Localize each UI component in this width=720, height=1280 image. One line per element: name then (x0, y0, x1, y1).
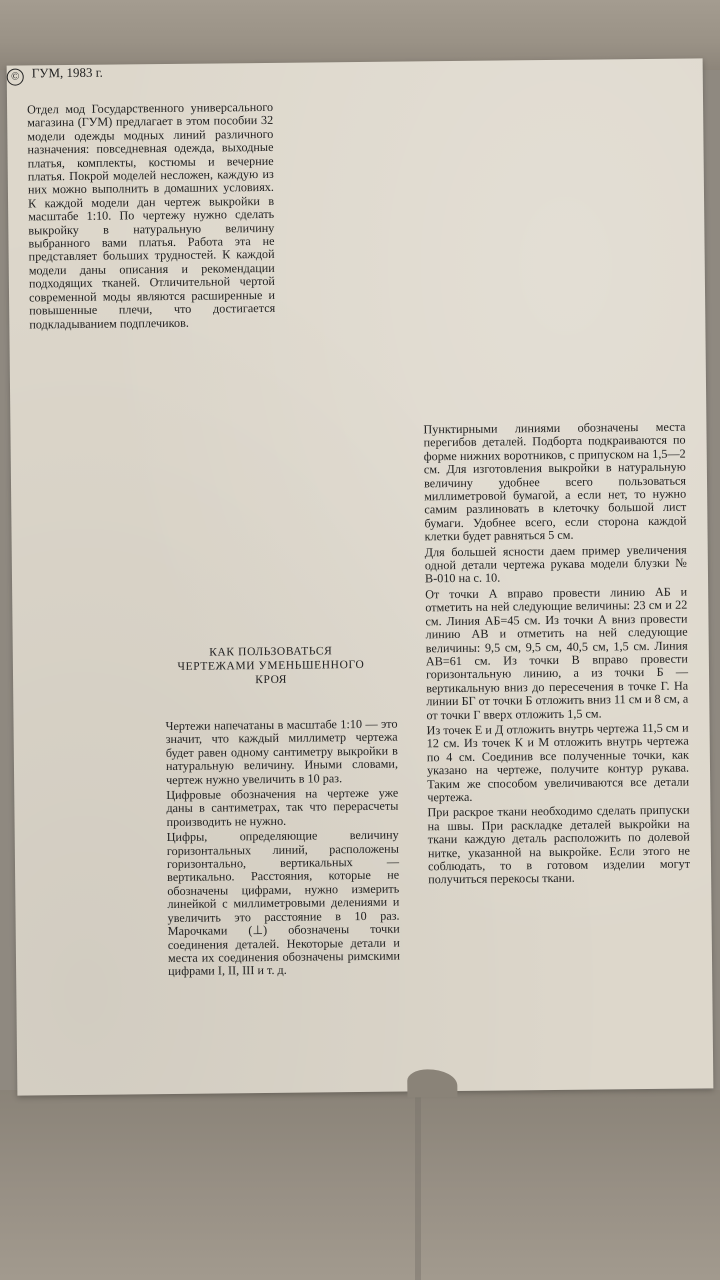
copyright-icon: © (7, 68, 24, 85)
copyright-text: ГУМ, 1983 г. (31, 64, 103, 81)
right-column (423, 421, 690, 890)
intro-paragraph (27, 101, 275, 333)
torn-edge (407, 1069, 457, 1098)
right-paragraph: От точки А вправо провести линию АБ и отметить на ней следующие величины: 23 см и 22 см. Линия АБ=45 см. Из точки А вниз провести линию АВ и отметить на ней следующие величины: 9,5 см, 9,5 см, 40,5 см, 1,5 см. Линия АВ=61 см. Из точки В вправо провести горизонтальную линию, а из точки Б — вертикальную вниз до пересечения в точке Г. На линии БГ от точки Б отложить вниз 11 см и 8 см, а от точки Г вверх отложить 1,5 см. (425, 584, 689, 722)
right-paragraph: Для большей ясности даем пример увеличения одной детали чертежа рукава модели блузки № В-010 на с. 10. (424, 542, 687, 586)
cardboard-seam (415, 1095, 421, 1280)
paper-sheet (7, 58, 714, 1095)
right-paragraph: Из точек Е и Д отложить внутрь чертежа 11,5 см и 12 см. Из точек К и М отложить внутрь чертежа по 4 см. Соединив все полученные точки, как указано на чертеже, получите контур рукава. Таким же способом увеличиваются все детали чертежа. (426, 720, 690, 805)
cardboard-background-bottom (0, 1090, 720, 1280)
section-heading: КАК ПОЛЬЗОВАТЬСЯ ЧЕРТЕЖАМИ УМЕНЬШЕННОГО КРОЯ (177, 645, 365, 687)
intro-text: Отдел мод Государственного универсального магазина (ГУМ) предлагает в этом пособии 32 модели одежды модных линий различного назначения: повседневная одежда, выходные платья, комплекты, костюмы и вечерние платья. Покрой моделей несложен, каждую из них можно выполнить в домашних условиях. К каждой модели дан чертеж выкройки в масштабе 1:10. По чертежу нужно сделать выкройку в натуральную величину выбранного вами платья. Работа эта не представляет больших трудностей. К каждой модели даны описания и рекомендации подходящих тканей. Отличительной чертой современной моды являются расширенные и повышенные плечи, что достигается подкладыванием подплечиков. (27, 99, 276, 331)
left-paragraph: Цифровые обозначения на чертеже уже даны в сантиметрах, так что перерасчеты производить не нужно. (166, 785, 399, 829)
right-paragraph: При раскрое ткани необходимо сделать припуски на швы. При раскладке деталей выкройки на ткани каждую деталь расположить по долевой нитке, указанной на выкройке. Если этого не соблюдать, то в готовом изделии могут получиться перекосы ткани. (427, 802, 691, 887)
left-paragraph: Чертежи напечатаны в масштабе 1:10 — это значит, что каждый миллиметр чертежа будет равен одному сантиметру выкройки в натуральную величину. Иными словами, чертеж нужно увеличить в 10 раз. (165, 716, 399, 787)
left-column (165, 718, 400, 981)
right-paragraph: Пунктирными линиями обозначены места перегибов деталей. Подборта подкраиваются по форме нижних воротников, с припуском на 1,5—2 см. Для изготовления выкройки в натуральную величину удобнее всего пользоваться миллиметровой бумагой, а если нет, то нужно самим разлиновать в клеточку большой лист бумаги. Удобнее всего, если сторона каждой клетки будет равняться 5 см. (423, 419, 687, 544)
left-paragraph: Цифры, определяющие величину горизонтальных линий, расположены горизонтально, вертикальных — вертикально. Расстояния, которые не обозначены цифрами, нужно измерить линейкой с миллиметровыми делениями и увеличить это расстояние в 10 раз. Марочками (⊥) обозначены точки соединения деталей. Некоторые детали и места их соединения обозначены римскими цифрами I, II, III и т. д. (166, 827, 401, 979)
